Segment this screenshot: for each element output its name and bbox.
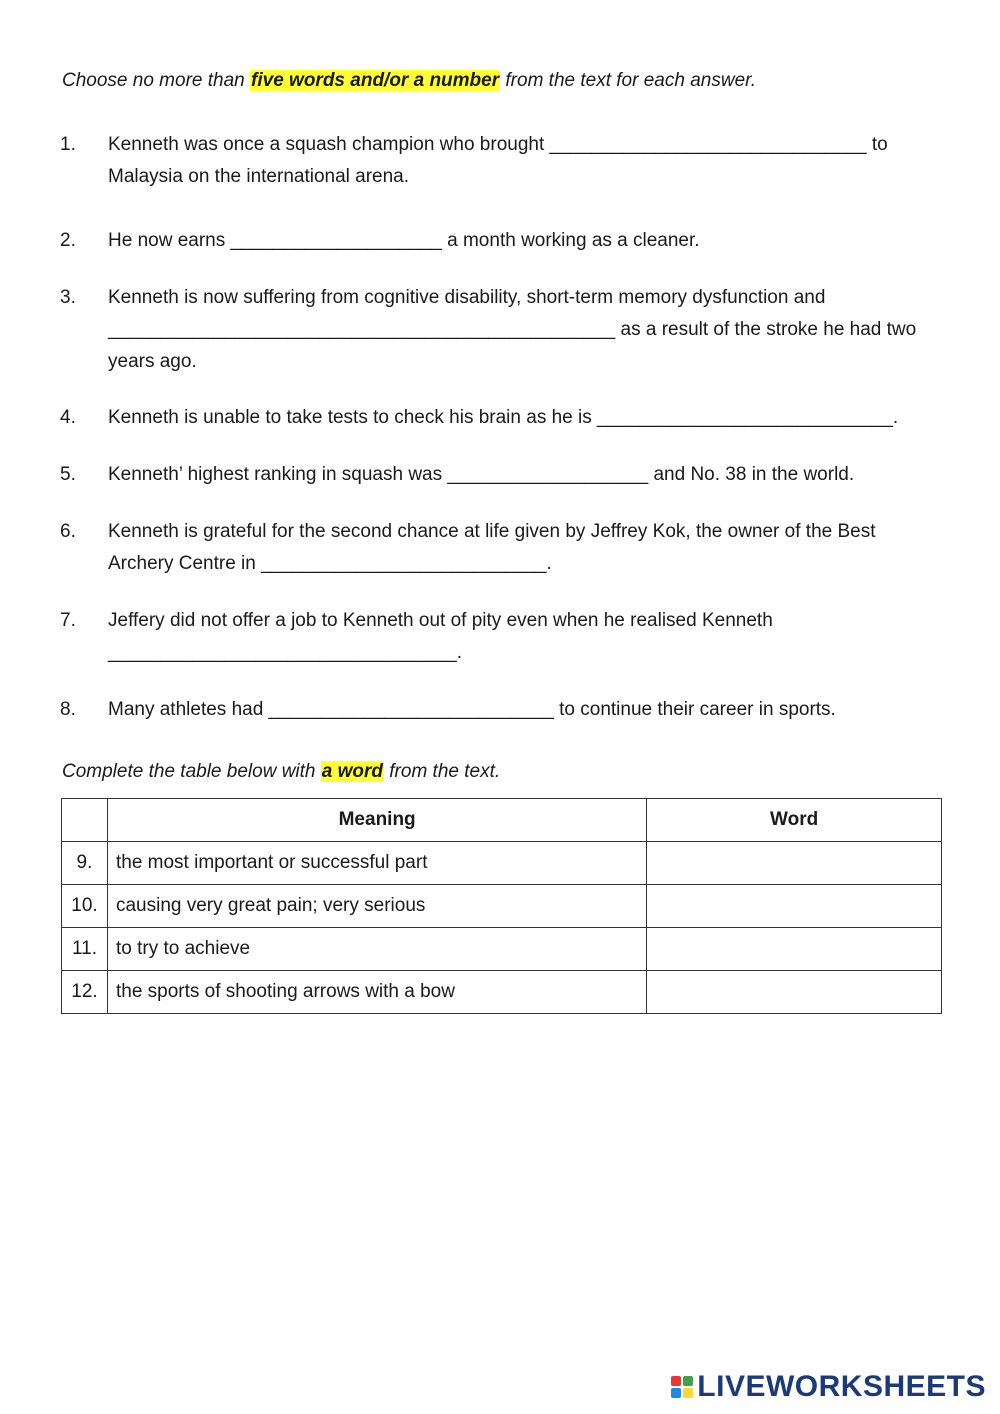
question-text: Kenneth was once a squash champion who brought (108, 134, 550, 155)
row-word-answer[interactable] (647, 971, 942, 1014)
logo-blocks-icon (671, 1376, 693, 1398)
logo-block (671, 1388, 681, 1398)
question-text: . (892, 407, 899, 428)
instructions-highlight: five words and/or a number (251, 70, 500, 91)
question-number: 1. (60, 134, 76, 155)
header-number (62, 799, 108, 842)
row-word-answer[interactable] (647, 928, 942, 971)
table-header-row (62, 799, 942, 842)
question-number: 8. (60, 699, 76, 720)
question-text: and No. 38 in the world. (648, 464, 855, 485)
question-text: Many athletes had (108, 699, 269, 720)
question-text: . (456, 642, 462, 663)
question-number: 4. (60, 407, 76, 428)
question-1 (60, 129, 940, 193)
answer-blank[interactable]: ____________________ (230, 230, 442, 251)
question-text: a month working as a cleaner. (441, 230, 700, 251)
header-meaning: Meaning (107, 799, 646, 842)
row-number: 10. (62, 885, 108, 928)
answer-blank[interactable]: ________________________________________________ (108, 319, 616, 340)
row-meaning: to try to achieve (107, 928, 646, 971)
answer-blank[interactable]: _________________________________ (108, 642, 457, 663)
row-number: 9. (62, 842, 108, 885)
question-text: Kenneth’ highest ranking in squash was (108, 464, 448, 485)
question-6 (60, 516, 940, 580)
question-text: Kenneth is now suffering from cognitive disability, short-term memory dysfunction and (108, 287, 826, 308)
question-text: to continue their career in sports. (553, 699, 836, 720)
question-number: 3. (60, 287, 76, 308)
row-number: 11. (62, 928, 108, 971)
question-text: Jeffery did not offer a job to Kenneth out of pity even when he realised Kenneth (108, 610, 773, 631)
table-row (62, 885, 942, 928)
row-meaning: causing very great pain; very serious (107, 885, 646, 928)
answer-blank[interactable]: ___________________________ (268, 699, 554, 720)
answer-blank[interactable]: ______________________________ (549, 134, 867, 155)
question-text: He now earns (108, 230, 231, 251)
question-7 (60, 605, 940, 669)
question-5 (60, 459, 940, 491)
table-row (62, 928, 942, 971)
answer-blank[interactable]: ___________________ (447, 464, 649, 485)
answer-blank[interactable]: ___________________________ (261, 553, 547, 574)
question-number: 2. (60, 230, 76, 251)
question-text: as a result of the stroke he had two years ago. (108, 319, 917, 372)
answer-blank[interactable]: ____________________________ (597, 407, 893, 428)
row-word-answer[interactable] (647, 842, 942, 885)
logo-block (671, 1376, 681, 1386)
table-instructions-pre: Complete the table below with (62, 761, 321, 782)
row-meaning: the most important or successful part (107, 842, 646, 885)
table-instructions (62, 761, 500, 783)
question-text: Kenneth is grateful for the second chance at life given by Jeffrey Kok, the owner of the Best Archery Centre in (108, 521, 876, 574)
question-text: to Malaysia on the international arena. (108, 134, 888, 187)
question-8 (60, 694, 940, 726)
question-text: . (546, 553, 552, 574)
table-row (62, 971, 942, 1014)
question-2 (60, 225, 940, 257)
header-word: Word (647, 799, 942, 842)
row-word-answer[interactable] (647, 885, 942, 928)
instructions (62, 70, 756, 92)
logo-block (683, 1388, 693, 1398)
logo-text: LIVEWORKSHEETS (697, 1370, 986, 1403)
liveworksheets-logo (671, 1370, 986, 1404)
table-instructions-post: from the text. (384, 761, 501, 782)
row-number: 12. (62, 971, 108, 1014)
question-number: 7. (60, 610, 76, 631)
question-3 (60, 282, 940, 378)
instructions-pre: Choose no more than (62, 70, 251, 91)
instructions-post: from the text for each answer. (500, 70, 757, 91)
vocabulary-table (61, 798, 942, 1014)
logo-block (683, 1376, 693, 1386)
question-text: Kenneth is unable to take tests to check his brain as he is (108, 407, 598, 428)
table-instructions-highlight: a word (321, 761, 383, 782)
question-4 (60, 402, 940, 434)
question-number: 6. (60, 521, 76, 542)
row-meaning: the sports of shooting arrows with a bow (107, 971, 646, 1014)
question-number: 5. (60, 464, 76, 485)
table-row (62, 842, 942, 885)
